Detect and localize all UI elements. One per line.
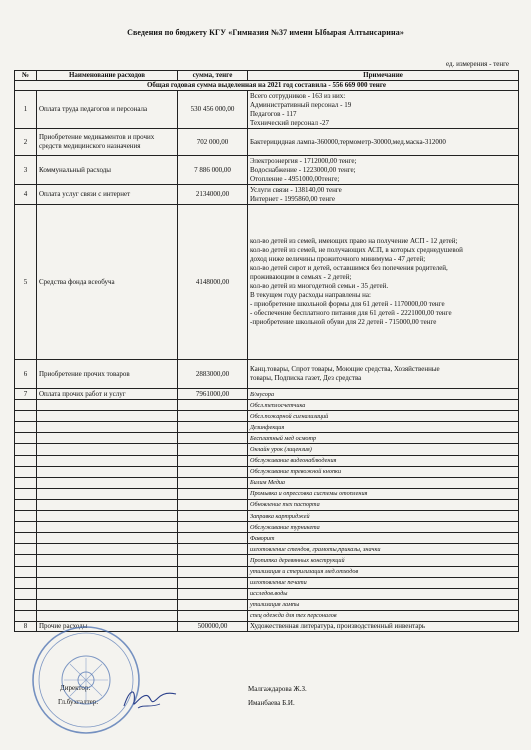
- table-row: [15, 477, 519, 488]
- service-item: изготовление стендов, грамоты,приказы, значки: [248, 544, 519, 555]
- row-sum: 702 000,00: [178, 129, 248, 156]
- row-note: [248, 185, 519, 205]
- accountant-name: Иманбаева Б.И.: [248, 699, 295, 707]
- service-item: Обсл.пожарной сигнализаций: [248, 411, 519, 422]
- empty-cell: [178, 588, 248, 599]
- director-name: Малгаждарова Ж.З.: [248, 685, 307, 693]
- empty-cell: [178, 455, 248, 466]
- empty-cell: [37, 588, 178, 599]
- empty-cell: [178, 499, 248, 510]
- note-line: -приобретение школьной обуви для 22 детей - 715000,00 тенге: [250, 318, 437, 326]
- note-line: Отопление - 4951000,00тенге;: [250, 174, 340, 183]
- table-row: [15, 533, 519, 544]
- note-line: - приобретение школьной формы для 61 детей - 1170000,00 тенге: [250, 300, 445, 308]
- table-row: [15, 156, 519, 185]
- table-row: [15, 511, 519, 522]
- note-line: Водоснабжение - 1223000,00 тенге;: [250, 165, 356, 174]
- empty-cell: [15, 422, 37, 433]
- empty-cell: [15, 588, 37, 599]
- note-line: - обеспечение бесплатного питания для 61 детей - 2221000,00 тенге: [250, 309, 452, 317]
- empty-cell: [15, 488, 37, 499]
- service-item: Обновление тех паспорта: [248, 499, 519, 510]
- empty-cell: [37, 411, 178, 422]
- note-line: В текущем году расходы направлены на:: [250, 291, 371, 299]
- row-sum: 7 886 000,00: [178, 156, 248, 185]
- table-row: [15, 544, 519, 555]
- service-item: Онлайн урок (лицензия): [248, 444, 519, 455]
- row-sum: 530 456 000,00: [178, 91, 248, 129]
- empty-cell: [37, 599, 178, 610]
- empty-cell: [37, 577, 178, 588]
- row-name: Приобретение прочих товаров: [37, 360, 178, 389]
- service-item: изготовление печати: [248, 577, 519, 588]
- col-header-name: Наименование расходов: [37, 71, 178, 81]
- table-row: [15, 444, 519, 455]
- empty-cell: [178, 488, 248, 499]
- row-name: Коммунальный расходы: [37, 156, 178, 185]
- service-item: Дезинфекция: [248, 422, 519, 433]
- service-item: Бесплатный мед осмотр: [248, 433, 519, 444]
- note-line: кол-во детей из многодетной семьи - 35 детей.: [250, 282, 389, 290]
- note-line: Всего сотрудников - 163 из них:: [250, 91, 346, 100]
- service-item: спец одежда для тех персоналов: [248, 610, 519, 621]
- empty-cell: [37, 444, 178, 455]
- table-row: [15, 566, 519, 577]
- budget-table: [14, 70, 519, 632]
- empty-cell: [37, 499, 178, 510]
- row-note: [248, 205, 519, 360]
- empty-cell: [37, 522, 178, 533]
- table-row: [15, 411, 519, 422]
- table-row: [15, 499, 519, 510]
- table-row: [15, 389, 519, 400]
- table-row: [15, 360, 519, 389]
- row-num: 4: [15, 185, 37, 205]
- empty-cell: [15, 599, 37, 610]
- row-note: [248, 129, 519, 156]
- row-num: 3: [15, 156, 37, 185]
- table-row: [15, 433, 519, 444]
- empty-cell: [178, 511, 248, 522]
- service-item: Фаворит: [248, 533, 519, 544]
- row-num: 2: [15, 129, 37, 156]
- service-item: Обслуживание видеонаблюдения: [248, 455, 519, 466]
- empty-cell: [15, 444, 37, 455]
- empty-cell: [178, 411, 248, 422]
- row-name: Оплата услуг связи с интернет: [37, 185, 178, 205]
- row-sum: 7961000,00: [178, 389, 248, 400]
- note-line: кол-во детей из семей, не получающих АСП, в которых среднедушевой: [250, 246, 463, 254]
- document-title: Сведения по бюджету КГУ «Гимназия №37 имени Ыбырая Алтынсарина»: [127, 28, 404, 37]
- empty-cell: [15, 511, 37, 522]
- empty-cell: [15, 466, 37, 477]
- empty-cell: [15, 522, 37, 533]
- row-sum: 2134000,00: [178, 185, 248, 205]
- service-item: исследов.воды: [248, 588, 519, 599]
- empty-cell: [15, 566, 37, 577]
- note-line: кол-во детей сирот и детей, оставшимся без попечения родителей,: [250, 264, 448, 272]
- row-sum: 2883000,00: [178, 360, 248, 389]
- empty-cell: [178, 444, 248, 455]
- row-note: [248, 360, 519, 389]
- note-line: Художественная литература, производственный инвентарь: [250, 621, 426, 630]
- empty-cell: [178, 422, 248, 433]
- official-stamp: [30, 624, 142, 736]
- empty-cell: [178, 433, 248, 444]
- note-line: Административный персонал - 19: [250, 100, 352, 109]
- table-row: [15, 522, 519, 533]
- empty-cell: [178, 599, 248, 610]
- empty-cell: [178, 400, 248, 411]
- empty-cell: [15, 577, 37, 588]
- service-item: утилизация лампы: [248, 599, 519, 610]
- table-row: [15, 555, 519, 566]
- empty-cell: [178, 477, 248, 488]
- col-header-note: Примечание: [248, 71, 519, 81]
- table-row: [15, 185, 519, 205]
- empty-cell: [15, 610, 37, 621]
- note-line: товары, Подписка газет, Дез средства: [250, 374, 362, 382]
- empty-cell: [15, 433, 37, 444]
- table-row: [15, 422, 519, 433]
- empty-cell: [15, 455, 37, 466]
- row-name: Прочие расходы: [37, 621, 178, 631]
- empty-cell: [37, 566, 178, 577]
- service-item: Заправка картриджей: [248, 511, 519, 522]
- empty-cell: [15, 555, 37, 566]
- service-item: Промывка и опрессовка системы отопления: [248, 488, 519, 499]
- total-text: Общая годовая сумма выделенная на 2021 год составила - 556 669 000 тенге: [15, 81, 519, 91]
- empty-cell: [178, 522, 248, 533]
- service-item: Обсл.теплосчетчика: [248, 400, 519, 411]
- table-row: [15, 488, 519, 499]
- empty-cell: [37, 488, 178, 499]
- empty-cell: [15, 477, 37, 488]
- row-name: Оплата прочих работ и услуг: [37, 389, 178, 400]
- col-header-num: №: [15, 71, 37, 81]
- table-row: [15, 588, 519, 599]
- row-note: [248, 156, 519, 185]
- empty-cell: [37, 555, 178, 566]
- service-item: Обслуживание турникета: [248, 522, 519, 533]
- table-header-row: [15, 71, 519, 81]
- row-sum: 500000,00: [178, 621, 248, 631]
- table-row: [15, 610, 519, 621]
- empty-cell: [15, 400, 37, 411]
- empty-cell: [37, 422, 178, 433]
- service-item: Пропитка деревянных конструкций: [248, 555, 519, 566]
- table-row: [15, 205, 519, 360]
- empty-cell: [37, 466, 178, 477]
- empty-cell: [37, 511, 178, 522]
- note-line: Интернет - 1995860,00 тенге: [250, 194, 336, 203]
- units-note: ед. измерения - тенге: [446, 60, 509, 68]
- note-line: Педагогов - 117: [250, 109, 297, 118]
- empty-cell: [178, 566, 248, 577]
- note-line: доход ниже величины прожиточного минимума - 47 детей;: [250, 255, 426, 263]
- service-item: утилизация и стерилизация мед.отходов: [248, 566, 519, 577]
- note-line: Бактерицидная лампа-360000,термометр-30000,мед.маска-312000: [250, 137, 446, 146]
- empty-cell: [37, 477, 178, 488]
- table-row: [15, 577, 519, 588]
- empty-cell: [178, 544, 248, 555]
- row-num: 6: [15, 360, 37, 389]
- empty-cell: [37, 544, 178, 555]
- signature-mark: [120, 682, 180, 714]
- row-num: 8: [15, 621, 37, 631]
- note-line: Технический персонал -27: [250, 118, 330, 127]
- table-row: [15, 599, 519, 610]
- accountant-label: Гл.бухгалтер:: [58, 698, 99, 706]
- empty-cell: [178, 555, 248, 566]
- note-line: кол-во детей из семей, имеющих право на получение АСП - 12 детей;: [250, 237, 458, 245]
- note-line: проживающим в семьях - 2 детей;: [250, 273, 352, 281]
- empty-cell: [37, 400, 178, 411]
- col-header-sum: сумма, тенге: [178, 71, 248, 81]
- row-name: Оплата труда педагогов и персонала: [37, 91, 178, 129]
- empty-cell: [178, 577, 248, 588]
- row-sum: 4148000,00: [178, 205, 248, 360]
- table-row: [15, 455, 519, 466]
- note-line: Электроэнергия - 1712000,00 тенге;: [250, 156, 357, 165]
- table-row: [15, 400, 519, 411]
- row-num: 1: [15, 91, 37, 129]
- table-row: [15, 129, 519, 156]
- empty-cell: [37, 455, 178, 466]
- note-line: Канц.товары, Спрот товары, Моющие средства, Хозяйственные: [250, 365, 440, 373]
- row-note: [248, 91, 519, 129]
- empty-cell: [178, 466, 248, 477]
- empty-cell: [37, 610, 178, 621]
- row-num: 7: [15, 389, 37, 400]
- empty-cell: [15, 544, 37, 555]
- row-num: 5: [15, 205, 37, 360]
- service-item: В/мусора: [248, 389, 519, 400]
- row-name: Средства фонда всеобуча: [37, 205, 178, 360]
- total-row: [15, 81, 519, 91]
- row-note: [248, 621, 519, 631]
- table-row: [15, 91, 519, 129]
- empty-cell: [15, 411, 37, 422]
- director-label: Директор:: [60, 684, 91, 692]
- empty-cell: [15, 499, 37, 510]
- service-item: Билим Медиа: [248, 477, 519, 488]
- empty-cell: [15, 533, 37, 544]
- empty-cell: [178, 533, 248, 544]
- empty-cell: [37, 533, 178, 544]
- empty-cell: [37, 433, 178, 444]
- empty-cell: [178, 610, 248, 621]
- row-name: Приобретение медикаментов и прочих средств медицинского назначения: [37, 129, 178, 156]
- note-line: Услуги связи - 138140,00 тенге: [250, 185, 342, 194]
- table-row: [15, 466, 519, 477]
- service-item: Обслуживание тревожной кнопки: [248, 466, 519, 477]
